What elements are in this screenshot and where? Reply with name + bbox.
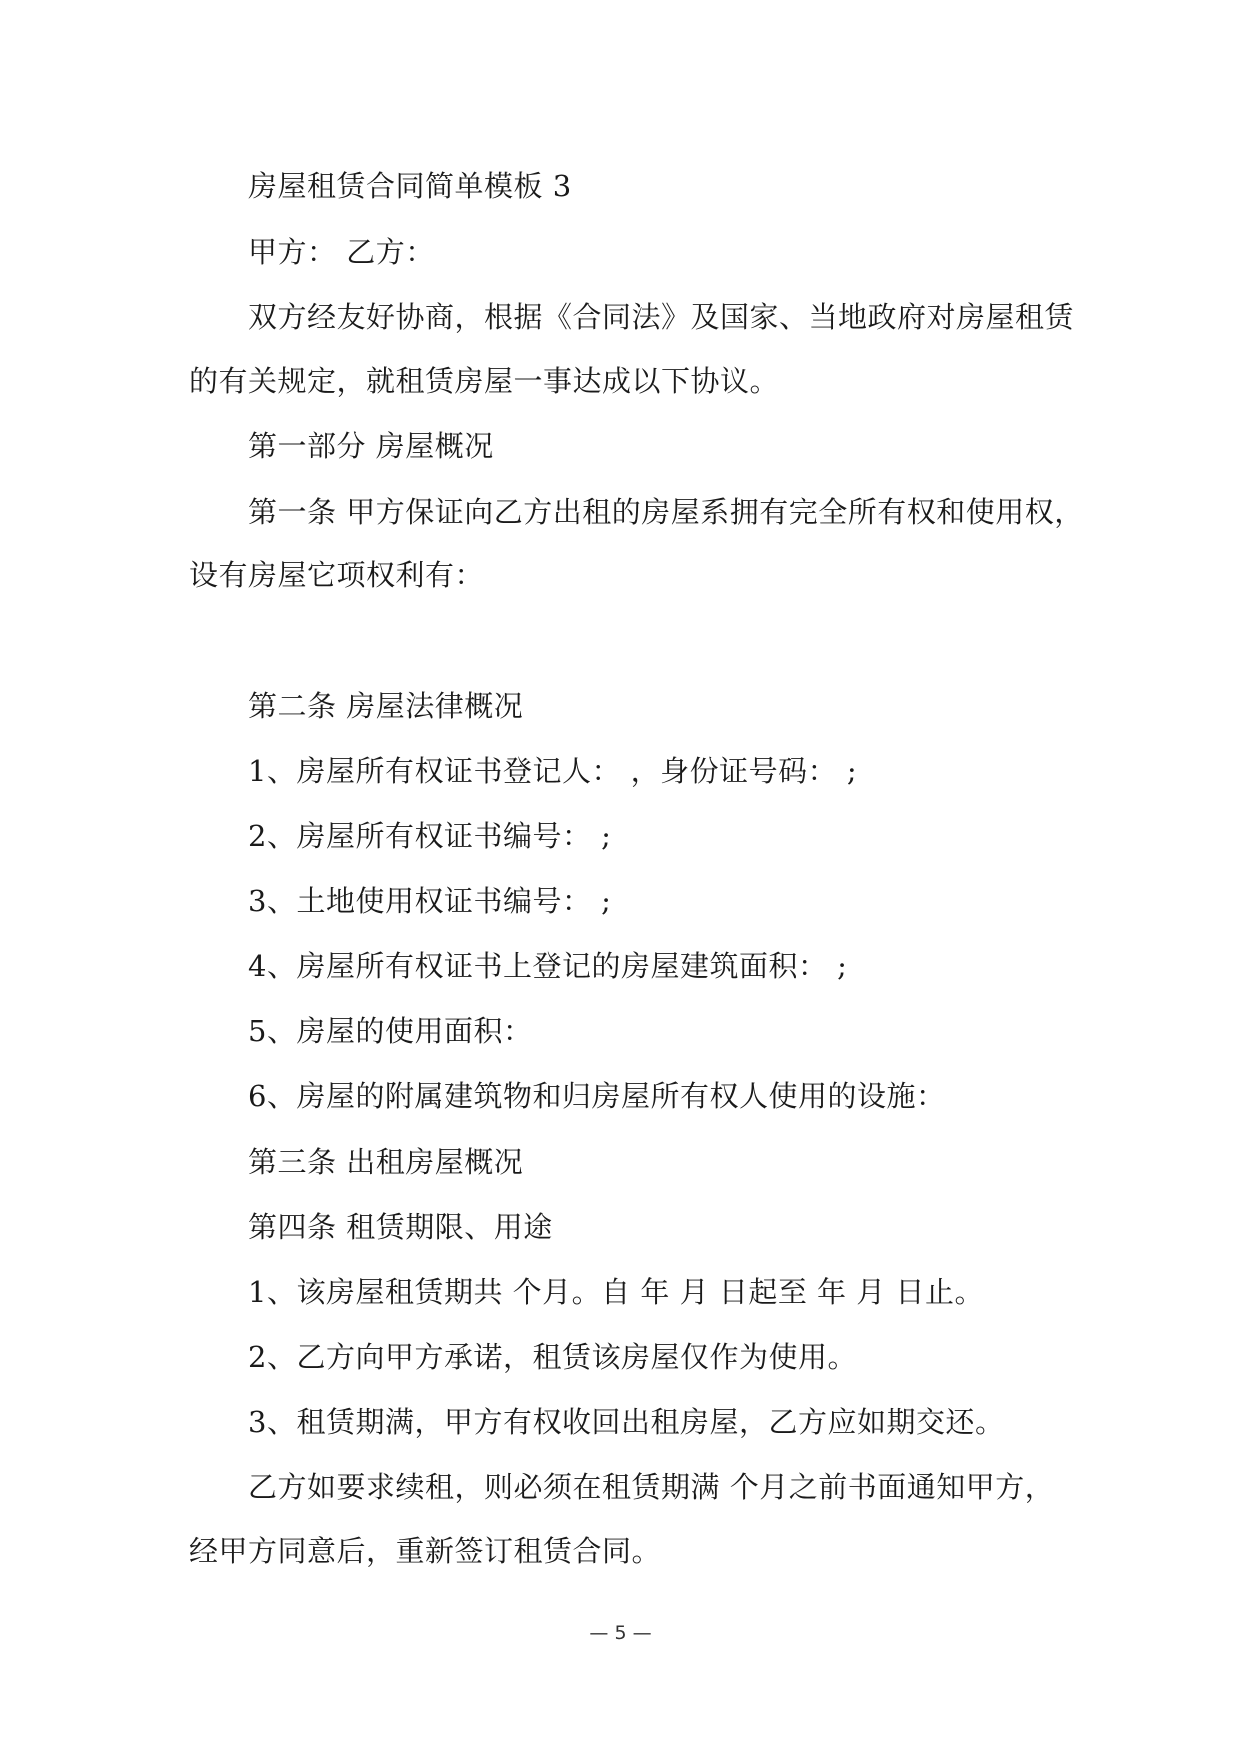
article4-item: 1、该房屋租赁期共 个月。自 年 月 日起至 年 月 日止。 (248, 1275, 984, 1309)
article4-item: 2、乙方向甲方承诺，租赁该房屋仅作为使用。 (248, 1340, 857, 1374)
intro-paragraph-line-1: 双方经友好协商，根据《合同法》及国家、当地政府对房屋租赁 (248, 300, 1075, 334)
article1-line-2: 设有房屋它项权利有： (189, 558, 485, 592)
article2-heading: 第二条 房屋法律概况 (248, 689, 524, 723)
article2-item: 3、土地使用权证书编号： ; (248, 884, 612, 918)
article4-item: 3、租赁期满，甲方有权收回出租房屋，乙方应如期交还。 (248, 1405, 1005, 1439)
article1-line-1: 第一条 甲方保证向乙方出租的房屋系拥有完全所有权和使用权， (248, 495, 1084, 529)
article2-item: 2、房屋所有权证书编号： ; (248, 819, 612, 853)
renewal-paragraph-line-2: 经甲方同意后，重新签订租赁合同。 (189, 1534, 662, 1568)
article4-heading: 第四条 租赁期限、用途 (248, 1210, 553, 1244)
parties-line: 甲方： 乙方： (248, 235, 435, 269)
article2-item: 5、房屋的使用面积： (248, 1014, 533, 1048)
article2-item: 1、房屋所有权证书登记人： ，身份证号码： ; (248, 754, 858, 788)
page-number: — 5 — (589, 1622, 652, 1644)
document-title: 房屋租赁合同简单模板 3 (248, 169, 572, 203)
renewal-paragraph-line-1: 乙方如要求续租，则必须在租赁期满 个月之前书面通知甲方， (248, 1470, 1055, 1504)
part1-heading: 第一部分 房屋概况 (248, 429, 494, 463)
article3-heading: 第三条 出租房屋概况 (248, 1145, 524, 1179)
article2-item: 6、房屋的附属建筑物和归房屋所有权人使用的设施： (248, 1079, 946, 1113)
article2-item: 4、房屋所有权证书上登记的房屋建筑面积： ; (248, 949, 848, 983)
intro-paragraph-line-2: 的有关规定，就租赁房屋一事达成以下协议。 (189, 364, 780, 398)
